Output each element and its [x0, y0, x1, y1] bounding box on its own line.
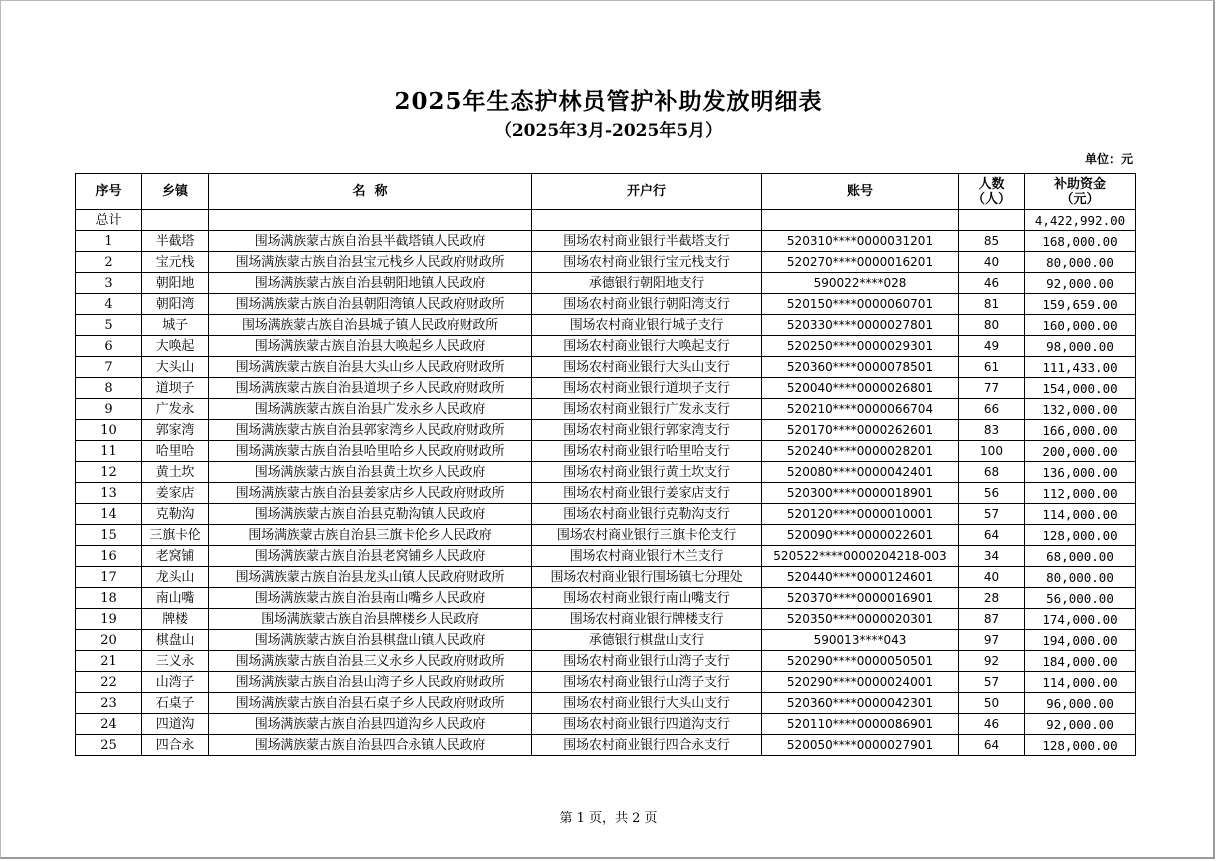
row-people: 83: [959, 420, 1025, 441]
header-people: [959, 174, 1025, 210]
row-seq: 20: [76, 630, 142, 651]
row-people: 50: [959, 693, 1025, 714]
row-people: 56: [959, 483, 1025, 504]
row-bank: 围场农村商业银行围场镇七分理处: [532, 567, 762, 588]
row-people: 40: [959, 252, 1025, 273]
row-amount: 200,000.00: [1025, 441, 1136, 462]
row-amount: 98,000.00: [1025, 336, 1136, 357]
row-name: 围场满族蒙古族自治县四道沟乡人民政府: [209, 714, 532, 735]
row-name: 围场满族蒙古族自治县郭家湾乡人民政府财政所: [209, 420, 532, 441]
row-amount: 111,433.00: [1025, 357, 1136, 378]
row-account: 520170****0000262601: [762, 420, 959, 441]
row-town: 城子: [142, 315, 209, 336]
row-bank: 围场农村商业银行山湾子支行: [532, 672, 762, 693]
row-seq: 24: [76, 714, 142, 735]
row-bank: 围场农村商业银行哈里哈支行: [532, 441, 762, 462]
row-bank: 围场农村商业银行道坝子支行: [532, 378, 762, 399]
row-name: 围场满族蒙古族自治县朝阳地镇人民政府: [209, 273, 532, 294]
row-people: 68: [959, 462, 1025, 483]
table-row: [76, 588, 1136, 609]
row-amount: 92,000.00: [1025, 273, 1136, 294]
row-amount: 168,000.00: [1025, 231, 1136, 252]
table-row: [76, 420, 1136, 441]
row-name: 围场满族蒙古族自治县朝阳湾镇人民政府财政所: [209, 294, 532, 315]
row-people: 34: [959, 546, 1025, 567]
total-cell-empty: [959, 210, 1025, 231]
row-account: 520330****0000027801: [762, 315, 959, 336]
row-people: 49: [959, 336, 1025, 357]
row-account: 590013****043: [762, 630, 959, 651]
row-town: 石桌子: [142, 693, 209, 714]
row-town: 老窝铺: [142, 546, 209, 567]
row-bank: 围场农村商业银行黄土坎支行: [532, 462, 762, 483]
total-row: [76, 210, 1136, 231]
row-seq: 23: [76, 693, 142, 714]
row-town: 哈里哈: [142, 441, 209, 462]
table-row: [76, 378, 1136, 399]
row-account: 520290****0000050501: [762, 651, 959, 672]
row-name: 围场满族蒙古族自治县四合永镇人民政府: [209, 735, 532, 756]
row-bank: 围场农村商业银行四道沟支行: [532, 714, 762, 735]
row-people: 100: [959, 441, 1025, 462]
row-bank: 围场农村商业银行姜家店支行: [532, 483, 762, 504]
table-row: [76, 315, 1136, 336]
row-seq: 8: [76, 378, 142, 399]
row-amount: 114,000.00: [1025, 504, 1136, 525]
row-seq: 10: [76, 420, 142, 441]
row-town: 宝元栈: [142, 252, 209, 273]
row-name: 围场满族蒙古族自治县棋盘山镇人民政府: [209, 630, 532, 651]
row-seq: 17: [76, 567, 142, 588]
row-town: 三义永: [142, 651, 209, 672]
header-bank: 开户行: [532, 174, 762, 210]
row-account: 520090****0000022601: [762, 525, 959, 546]
row-seq: 6: [76, 336, 142, 357]
row-account: 520350****0000020301: [762, 609, 959, 630]
row-bank: 围场农村商业银行广发永支行: [532, 399, 762, 420]
row-town: 三旗卡伦: [142, 525, 209, 546]
table-row: [76, 567, 1136, 588]
row-town: 牌楼: [142, 609, 209, 630]
document-subtitle: （2025年3月-2025年5月）: [494, 121, 723, 141]
row-bank: 围场农村商业银行大头山支行: [532, 693, 762, 714]
header-name: [209, 174, 532, 210]
row-account: 520240****0000028201: [762, 441, 959, 462]
row-seq: 15: [76, 525, 142, 546]
row-account: 520522****0000204218-003: [762, 546, 959, 567]
row-people: 66: [959, 399, 1025, 420]
row-bank: 围场农村商业银行木兰支行: [532, 546, 762, 567]
row-people: 64: [959, 735, 1025, 756]
row-bank: 围场农村商业银行宝元栈支行: [532, 252, 762, 273]
table-row: [76, 525, 1136, 546]
row-town: 道坝子: [142, 378, 209, 399]
row-account: 520250****0000029301: [762, 336, 959, 357]
row-amount: 194,000.00: [1025, 630, 1136, 651]
row-name: 围场满族蒙古族自治县哈里哈乡人民政府财政所: [209, 441, 532, 462]
row-town: 四合永: [142, 735, 209, 756]
row-bank: 围场农村商业银行南山嘴支行: [532, 588, 762, 609]
total-cell-empty: [762, 210, 959, 231]
total-cell-empty: [532, 210, 762, 231]
row-people: 80: [959, 315, 1025, 336]
row-account: 520370****0000016901: [762, 588, 959, 609]
row-town: 朝阳地: [142, 273, 209, 294]
row-account: 520150****0000060701: [762, 294, 959, 315]
row-name: 围场满族蒙古族自治县道坝子乡人民政府财政所: [209, 378, 532, 399]
row-people: 64: [959, 525, 1025, 546]
row-seq: 5: [76, 315, 142, 336]
header-amount-line2: （元）: [1060, 191, 1100, 207]
row-amount: 136,000.00: [1025, 462, 1136, 483]
row-name: 围场满族蒙古族自治县山湾子乡人民政府财政所: [209, 672, 532, 693]
row-town: 克勒沟: [142, 504, 209, 525]
row-people: 46: [959, 714, 1025, 735]
row-account: 520210****0000066704: [762, 399, 959, 420]
row-bank: 围场农村商业银行半截塔支行: [532, 231, 762, 252]
row-people: 46: [959, 273, 1025, 294]
row-name: 围场满族蒙古族自治县牌楼乡人民政府: [209, 609, 532, 630]
row-people: 92: [959, 651, 1025, 672]
total-cell-empty: [142, 210, 209, 231]
row-name: 围场满族蒙古族自治县大头山乡人民政府财政所: [209, 357, 532, 378]
table-row: [76, 462, 1136, 483]
row-people: 28: [959, 588, 1025, 609]
row-name: 围场满族蒙古族自治县三义永乡人民政府财政所: [209, 651, 532, 672]
header-amount: [1025, 174, 1136, 210]
row-account: 520310****0000031201: [762, 231, 959, 252]
row-account: 520300****0000018901: [762, 483, 959, 504]
row-seq: 14: [76, 504, 142, 525]
row-amount: 132,000.00: [1025, 399, 1136, 420]
row-account: 590022****028: [762, 273, 959, 294]
row-name: 围场满族蒙古族自治县姜家店乡人民政府财政所: [209, 483, 532, 504]
row-amount: 80,000.00: [1025, 252, 1136, 273]
page-number: 第 1 页，共 2 页: [559, 811, 658, 826]
table-row: [76, 273, 1136, 294]
row-town: 山湾子: [142, 672, 209, 693]
row-seq: 12: [76, 462, 142, 483]
row-town: 朝阳湾: [142, 294, 209, 315]
row-seq: 13: [76, 483, 142, 504]
row-account: 520290****0000024001: [762, 672, 959, 693]
row-amount: 112,000.00: [1025, 483, 1136, 504]
row-people: 61: [959, 357, 1025, 378]
row-seq: 3: [76, 273, 142, 294]
header-account: 账号: [762, 174, 959, 210]
row-town: 南山嘴: [142, 588, 209, 609]
row-town: 棋盘山: [142, 630, 209, 651]
row-name: 围场满族蒙古族自治县石桌子乡人民政府财政所: [209, 693, 532, 714]
row-bank: 围场农村商业银行大唤起支行: [532, 336, 762, 357]
table-row: [76, 546, 1136, 567]
row-account: 520270****0000016201: [762, 252, 959, 273]
row-town: 龙头山: [142, 567, 209, 588]
row-bank: 围场农村商业银行朝阳湾支行: [532, 294, 762, 315]
table-row: [76, 231, 1136, 252]
row-bank: 围场农村商业银行四合永支行: [532, 735, 762, 756]
row-amount: 128,000.00: [1025, 735, 1136, 756]
header-name-text: 名 称: [352, 184, 388, 199]
row-amount: 174,000.00: [1025, 609, 1136, 630]
row-account: 520080****0000042401: [762, 462, 959, 483]
total-label: 总计: [76, 210, 142, 231]
row-amount: 128,000.00: [1025, 525, 1136, 546]
table-row: [76, 483, 1136, 504]
row-name: 围场满族蒙古族自治县克勒沟镇人民政府: [209, 504, 532, 525]
document-title: 2025年生态护林员管护补助发放明细表: [394, 88, 823, 115]
row-amount: 154,000.00: [1025, 378, 1136, 399]
row-bank: 围场农村商业银行城子支行: [532, 315, 762, 336]
table-row: [76, 609, 1136, 630]
row-seq: 9: [76, 399, 142, 420]
row-seq: 7: [76, 357, 142, 378]
row-name: 围场满族蒙古族自治县大唤起乡人民政府: [209, 336, 532, 357]
row-seq: 16: [76, 546, 142, 567]
row-bank: 围场农村商业银行大头山支行: [532, 357, 762, 378]
row-amount: 68,000.00: [1025, 546, 1136, 567]
table-row: [76, 252, 1136, 273]
table-row: [76, 441, 1136, 462]
row-name: 围场满族蒙古族自治县老窝铺乡人民政府: [209, 546, 532, 567]
table-row: [76, 399, 1136, 420]
total-amount: 4,422,992.00: [1025, 210, 1136, 231]
row-account: 520120****0000010001: [762, 504, 959, 525]
header-people-line1: 人数: [978, 176, 1005, 192]
row-seq: 25: [76, 735, 142, 756]
row-account: 520360****0000078501: [762, 357, 959, 378]
table-row: [76, 294, 1136, 315]
row-town: 广发永: [142, 399, 209, 420]
row-people: 81: [959, 294, 1025, 315]
row-people: 57: [959, 504, 1025, 525]
table-row: [76, 651, 1136, 672]
row-amount: 166,000.00: [1025, 420, 1136, 441]
row-people: 85: [959, 231, 1025, 252]
table-row: [76, 735, 1136, 756]
row-bank: 围场农村商业银行郭家湾支行: [532, 420, 762, 441]
row-bank: 围场农村商业银行牌楼支行: [532, 609, 762, 630]
table-row: [76, 630, 1136, 651]
row-seq: 22: [76, 672, 142, 693]
row-amount: 56,000.00: [1025, 588, 1136, 609]
row-town: 大唤起: [142, 336, 209, 357]
row-people: 77: [959, 378, 1025, 399]
row-account: 520110****0000086901: [762, 714, 959, 735]
subsidy-table: [75, 173, 1136, 756]
row-people: 57: [959, 672, 1025, 693]
table-row: [76, 504, 1136, 525]
row-amount: 96,000.00: [1025, 693, 1136, 714]
row-seq: 18: [76, 588, 142, 609]
header-seq: 序号: [76, 174, 142, 210]
header-town: 乡镇: [142, 174, 209, 210]
row-town: 郭家湾: [142, 420, 209, 441]
row-town: 半截塔: [142, 231, 209, 252]
row-account: 520050****0000027901: [762, 735, 959, 756]
row-seq: 21: [76, 651, 142, 672]
row-account: 520040****0000026801: [762, 378, 959, 399]
table-row: [76, 714, 1136, 735]
header-row: [76, 174, 1136, 210]
row-bank: 围场农村商业银行三旗卡伦支行: [532, 525, 762, 546]
row-seq: 11: [76, 441, 142, 462]
row-name: 围场满族蒙古族自治县南山嘴乡人民政府: [209, 588, 532, 609]
row-name: 围场满族蒙古族自治县黄土坎乡人民政府: [209, 462, 532, 483]
table-row: [76, 336, 1136, 357]
row-amount: 92,000.00: [1025, 714, 1136, 735]
row-people: 97: [959, 630, 1025, 651]
row-bank: 围场农村商业银行山湾子支行: [532, 651, 762, 672]
row-amount: 114,000.00: [1025, 672, 1136, 693]
row-amount: 159,659.00: [1025, 294, 1136, 315]
row-name: 围场满族蒙古族自治县广发永乡人民政府: [209, 399, 532, 420]
header-amount-line1: 补助资金: [1053, 176, 1106, 192]
row-amount: 80,000.00: [1025, 567, 1136, 588]
row-town: 大头山: [142, 357, 209, 378]
header-people-line2: （人）: [971, 191, 1011, 207]
row-people: 87: [959, 609, 1025, 630]
row-seq: 4: [76, 294, 142, 315]
row-seq: 19: [76, 609, 142, 630]
row-account: 520440****0000124601: [762, 567, 959, 588]
row-account: 520360****0000042301: [762, 693, 959, 714]
row-name: 围场满族蒙古族自治县半截塔镇人民政府: [209, 231, 532, 252]
row-town: 姜家店: [142, 483, 209, 504]
row-people: 40: [959, 567, 1025, 588]
row-town: 四道沟: [142, 714, 209, 735]
row-name: 围场满族蒙古族自治县宝元栈乡人民政府财政所: [209, 252, 532, 273]
row-name: 围场满族蒙古族自治县龙头山镇人民政府财政所: [209, 567, 532, 588]
total-cell-empty: [209, 210, 532, 231]
row-amount: 184,000.00: [1025, 651, 1136, 672]
table-row: [76, 693, 1136, 714]
row-town: 黄土坎: [142, 462, 209, 483]
row-seq: 2: [76, 252, 142, 273]
row-amount: 160,000.00: [1025, 315, 1136, 336]
row-bank: 承德银行朝阳地支行: [532, 273, 762, 294]
row-name: 围场满族蒙古族自治县三旗卡伦乡人民政府: [209, 525, 532, 546]
row-name: 围场满族蒙古族自治县城子镇人民政府财政所: [209, 315, 532, 336]
row-bank: 围场农村商业银行克勒沟支行: [532, 504, 762, 525]
table-row: [76, 672, 1136, 693]
row-bank: 承德银行棋盘山支行: [532, 630, 762, 651]
table-row: [76, 357, 1136, 378]
row-seq: 1: [76, 231, 142, 252]
unit-label: 单位：元: [1084, 152, 1133, 166]
